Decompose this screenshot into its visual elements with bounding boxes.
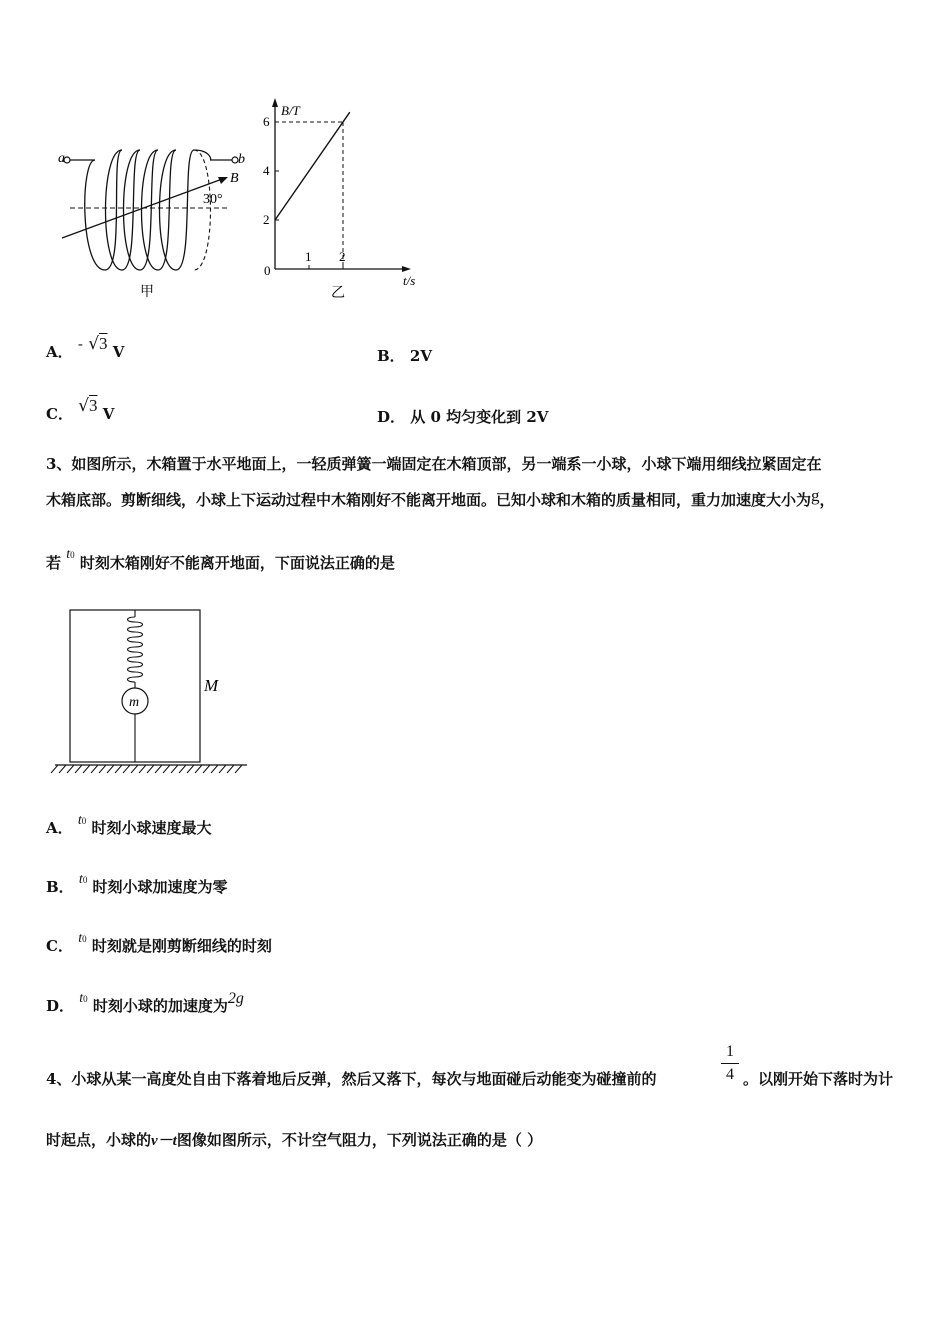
ground-hatch <box>67 765 74 773</box>
ground-hatch <box>139 765 146 773</box>
y-axis-arrow <box>272 98 278 107</box>
option-letter: C． <box>46 405 73 423</box>
spring-box-figure <box>50 605 260 780</box>
ground-hatch <box>147 765 154 773</box>
t-subscript: 0 <box>70 550 75 560</box>
t-letter: t <box>66 547 71 562</box>
t-letter: t <box>79 991 84 1006</box>
option-letter: D． <box>377 408 406 426</box>
origin-label: 0 <box>264 263 271 278</box>
option-text: 2V <box>409 347 432 365</box>
t0-symbol <box>78 813 86 828</box>
ground-hatch <box>107 765 114 773</box>
x-tick-label: 1 <box>305 249 312 264</box>
terminal-a-label: a <box>58 151 65 166</box>
series-line-b <box>275 112 350 220</box>
ground-hatch <box>75 765 82 773</box>
unit: V <box>102 405 115 423</box>
angle-label: 30° <box>203 192 223 207</box>
ground-hatch <box>227 765 234 773</box>
ground-hatch <box>187 765 194 773</box>
q2-option-c[interactable] <box>46 396 115 424</box>
ground-hatch <box>123 765 130 773</box>
ground-hatch <box>163 765 170 773</box>
t-letter: t <box>78 931 83 946</box>
ground-hatch <box>91 765 98 773</box>
option-text: 时刻就是刚剪断细线的时刻 <box>91 937 272 955</box>
ground-hatch <box>51 765 58 773</box>
q4-line2-text: 图像如图所示，不计空气阻力，下列说法正确的是（ ） <box>176 1131 543 1149</box>
t-letter: t <box>78 872 83 887</box>
fraction-denominator: 4 <box>726 1066 734 1083</box>
q2-option-a[interactable] <box>46 334 125 362</box>
ground-hatch <box>83 765 90 773</box>
acceleration-value: 2g <box>227 990 244 1007</box>
option-letter: A． <box>46 343 73 361</box>
option-letter: A． <box>46 819 73 837</box>
ground-hatch <box>171 765 178 773</box>
t0-symbol <box>66 547 74 562</box>
radical-sign: √ <box>88 334 100 354</box>
field-b-label: B <box>230 171 239 186</box>
figure-jia-caption: 甲 <box>140 285 154 300</box>
q4-line2-pre: 时起点，小球的 <box>46 1131 152 1149</box>
q4-stem-line1 <box>46 1069 656 1089</box>
unit: V <box>112 343 125 361</box>
q4-stem-line2 <box>46 1130 542 1151</box>
radicand: 3 <box>99 334 108 353</box>
fraction-numerator: 1 <box>726 1043 734 1060</box>
b-t-graph <box>255 95 435 305</box>
t0-symbol <box>79 872 87 887</box>
q3-stem-line1: 3、如图所示，木箱置于水平地面上，一轻质弹簧一端固定在木箱顶部，另一端系一小球，小球下端用细线拉紧固定在 <box>46 455 822 473</box>
q4-line1-text: 4、小球从某一高度处自由下落着地后反弹，然后又落下，每次与地面碰后动能变为碰撞前的 <box>46 1070 657 1088</box>
ground-hatch <box>179 765 186 773</box>
q3-line2-text: 木箱底部。剪断细线，小球上下运动过程中木箱刚好不能离开地面。已知小球和木箱的质量相同，重力加速度大小为 <box>46 491 812 509</box>
option-text: 从 0 均匀变化到 2V <box>410 408 549 426</box>
q4-stem-line1-tail: 。以刚开始下落时为计 <box>743 1070 894 1088</box>
radical-sign: √ <box>78 396 90 416</box>
ground-hatch <box>59 765 66 773</box>
q3-option-b[interactable] <box>46 872 228 899</box>
figure-yi-caption: 乙 <box>331 286 345 301</box>
option-text: 时刻小球的加速度为 <box>92 997 228 1015</box>
v-t-symbol: v－t <box>151 1133 177 1149</box>
ground-hatch <box>219 765 226 773</box>
t-subscript: 0 <box>83 994 88 1004</box>
t-letter: t <box>77 813 82 828</box>
t-subscript: 0 <box>81 816 87 826</box>
q2-option-b[interactable] <box>377 346 432 366</box>
gravity-symbol: g <box>811 486 820 505</box>
option-letter: B． <box>46 878 74 896</box>
q3-option-a[interactable] <box>46 813 212 840</box>
t0-symbol <box>78 931 86 946</box>
ground-hatch <box>211 765 218 773</box>
quarter-fraction <box>721 1043 739 1084</box>
mass-label: m <box>129 695 140 710</box>
q3-stem-line3 <box>46 547 395 575</box>
solenoid-figure <box>40 130 245 310</box>
q3-line3-text: 时刻木箱刚好不能离开地面，下面说法正确的是 <box>79 554 395 572</box>
y-tick-label: 6 <box>263 114 270 129</box>
ground-hatch <box>155 765 162 773</box>
q3-line2-tail: ， <box>819 491 835 509</box>
option-letter: D． <box>46 997 75 1015</box>
ground-hatch <box>131 765 138 773</box>
y-tick-label: 4 <box>263 163 270 178</box>
option-letter: B． <box>377 347 405 365</box>
q3-line3-pre: 若 <box>46 554 62 572</box>
q2-option-d[interactable] <box>377 407 548 427</box>
ground-hatch <box>235 765 242 773</box>
box-mass-label: M <box>204 676 219 695</box>
t-subscript: 0 <box>82 875 88 885</box>
option-text: 时刻小球加速度为零 <box>92 878 228 896</box>
option-text: 时刻小球速度最大 <box>91 819 212 837</box>
ground-hatch <box>99 765 106 773</box>
ground-hatch <box>115 765 122 773</box>
q3-option-c[interactable] <box>46 931 272 958</box>
x-tick-label: 2 <box>339 249 346 264</box>
x-axis-arrow <box>402 266 411 272</box>
q3-stem-line2 <box>46 486 835 510</box>
option-letter: C． <box>46 937 73 955</box>
radicand: 3 <box>89 396 98 415</box>
y-axis-label: B/T <box>281 103 300 118</box>
terminal-b-label: b <box>238 152 245 167</box>
minus-sign: - <box>77 335 83 353</box>
q3-option-d[interactable] <box>46 990 244 1018</box>
ground-hatch <box>203 765 210 773</box>
y-tick-label: 2 <box>263 212 270 227</box>
t0-symbol <box>79 991 87 1006</box>
x-axis-label: t/s <box>403 273 416 288</box>
t-subscript: 0 <box>82 934 87 944</box>
ground-hatch <box>195 765 202 773</box>
fraction-bar <box>721 1063 739 1064</box>
